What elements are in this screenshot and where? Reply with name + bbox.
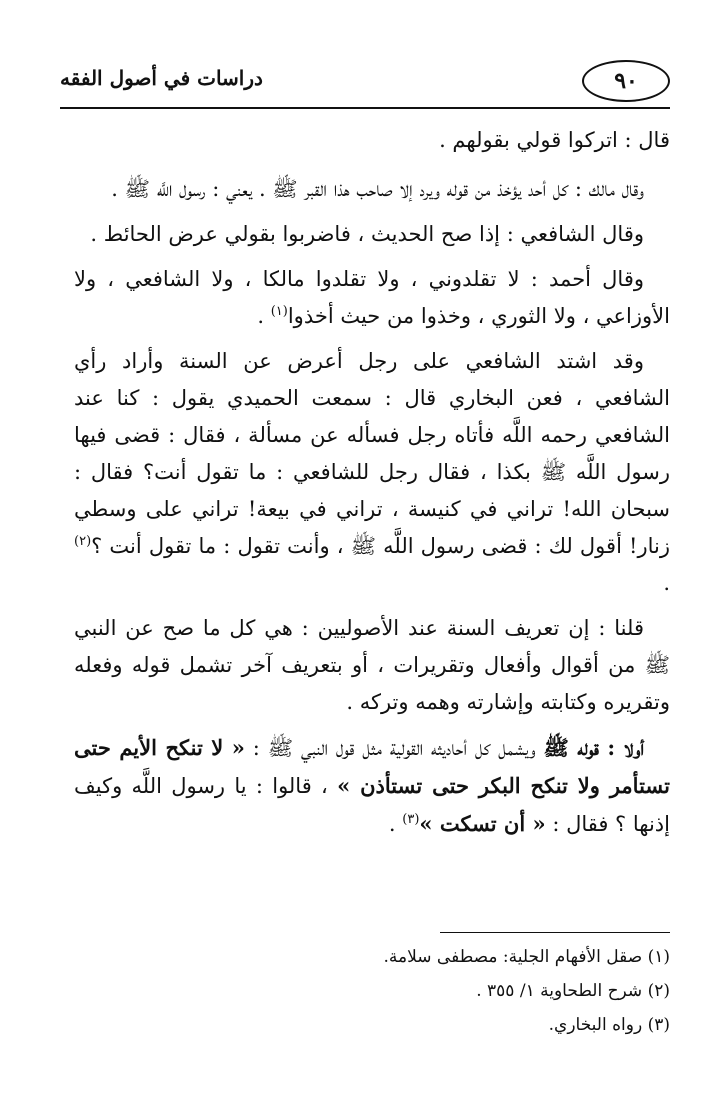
footnote-reference: (٣) [402, 812, 420, 827]
text-segment: وقال أحمد : لا تقلدوني ، ولا تقلدوا مالكا ، ولا الشافعي ، ولا الأوزاعي ، ولا الثوري ، وخذوا من حيث أخذوا [74, 267, 670, 328]
paragraph [74, 171, 670, 208]
footnote-item: (٣) رواه البخاري. [548, 1015, 670, 1035]
page-number-text: ٩٠ [614, 68, 638, 94]
text-segment: وقال مالك : كل أحد يؤخذ من قوله ويرد إلا صاحب هذا القبر ﷺ . يعني : رسول اللَّه ﷺ . [111, 177, 644, 201]
text-segment: ، قالوا : يا رسول اللَّه وكيف إذنها ؟ فقال : [74, 774, 670, 836]
running-title: دراسات في أصول الفقه [60, 66, 263, 90]
footnote-item: (٢) شرح الطحاوية ١/ ٣٥٥ . [476, 981, 670, 1001]
text-segment: . [388, 812, 403, 836]
footnote-divider [440, 932, 670, 933]
text-segment: . [257, 304, 271, 328]
text-segment: وقد اشتد الشافعي على رجل أعرض عن السنة وأراد رأي الشافعي ، فعن البخاري قال : سمعت الحميدي يقول : كنا عند الشافعي رحمه اللَّه فأتاه رجل فسأله عن مسألة ، فقال : قضى فيها رسول اللَّه ﷺ بكذا ، فقال رجل للشافعي : ما تقول أنت؟ فقال : سبحان الله! تراني في كنيسة ، تراني في بيعة! تراني على وسطي زنار! أقول لك : قضى رسول اللَّه ﷺ ، وأنت تقول : ما تقول أنت ؟ [74, 349, 670, 558]
bold-text: « أن تسكت » [419, 811, 546, 836]
text-segment: قلنا : إن تعريف السنة عند الأصوليين : هي كل ما صح عن النبي ﷺ من أقوال وأفعال وتقريرات ، أو بتعريف آخر تشمل قوله وفعله وتقريره وكتابته وإشارته وهمه وتركه . [74, 616, 670, 714]
paragraph [74, 343, 670, 602]
text-segment: وقال الشافعي : إذا صح الحديث ، فاضربوا بقولي عرض الحائط . [90, 222, 644, 246]
footnote-reference: (٢) [74, 534, 92, 549]
header-divider [60, 107, 670, 109]
paragraph [74, 122, 670, 159]
paragraph [74, 216, 670, 253]
page-header [60, 58, 670, 108]
main-text [74, 122, 670, 851]
page-number [582, 60, 670, 102]
paragraph [74, 261, 670, 335]
paragraph [74, 729, 670, 843]
footnotes [74, 940, 670, 1042]
bold-text: أولا : قوله ﷺ [543, 735, 645, 760]
footnote-item: (١) صقل الأفهام الجلية: مصطفى سلامة. [383, 947, 670, 967]
text-segment: قال : اتركوا قولي بقولهم . [439, 128, 670, 152]
footnote-reference: (١) [270, 304, 288, 319]
text-segment: ويشمل كل أحاديثه القولية مثل قول النبي ﷺ : [244, 736, 544, 760]
paragraph [74, 610, 670, 721]
bold-text: « لا تنكح الأيم حتى تستأمر ولا تنكح البكر حتى تستأذن » [74, 735, 670, 798]
text-segment: . [663, 571, 670, 595]
